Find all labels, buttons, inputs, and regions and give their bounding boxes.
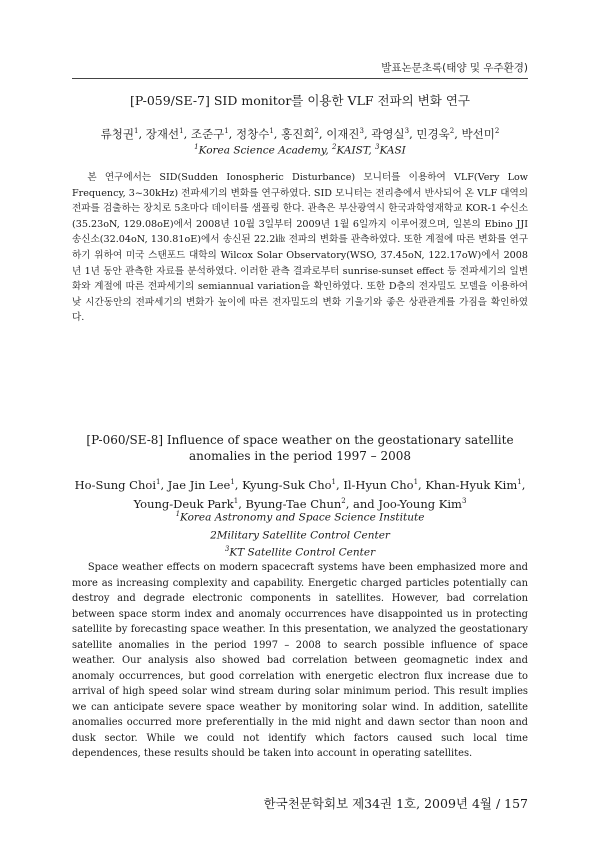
author: 장재선$^1$ <box>145 126 184 141</box>
author: 홍진희$^2$ <box>281 126 319 141</box>
author: Young-Deuk Park$^1$ <box>133 496 239 511</box>
affiliation: $^1$Korea Astronomy and Space Science Institute <box>175 510 425 524</box>
author: 정창수$^1$ <box>235 126 274 141</box>
author: Kyung-Suk Cho$^1$ <box>242 477 337 492</box>
author: Byung-Tae Chun$^2$ <box>245 496 346 511</box>
paper1-affiliations: $^1$Korea Science Academy, $^2$KAIST, $^3$KASI <box>194 143 406 157</box>
paper2-title <box>72 432 528 464</box>
author: 곽영실$^3$ <box>371 126 410 141</box>
author: 민경욱$^2$ <box>416 126 455 141</box>
author: Jae Jin Lee$^1$ <box>167 477 235 492</box>
paper2-title-line1: [P-060/SE-8] Influence of space weather on the geostationary satellite <box>86 433 514 447</box>
paper2-title-line2: anomalies in the period 1997 – 2008 <box>188 449 412 463</box>
paper2-authors-line2: Young-Deuk Park$^1$, Byung-Tae Chun$^2$, and Joo-Young Kim$^3$ <box>133 496 467 511</box>
paper2-authors <box>72 474 528 512</box>
author: 박선미$^2$ <box>461 126 500 141</box>
paper1-authors: 류청권$^1$, 장재선$^1$, 조준구$^1$, 정창수$^1$, 홍진희$^2$, 이재진$^3$, 곽영실$^3$, 민경욱$^2$, 박선미$^2$ <box>100 126 500 141</box>
section-label: 발표논문초록(태양 및 우주환경) <box>381 62 528 74</box>
page-footer: 한국천문학회보 제34권 1호, 2009년 4월 / 157 <box>263 796 528 811</box>
affiliation: $^3$KT Satellite Control Center <box>224 545 376 559</box>
paper2-affiliations <box>72 507 528 560</box>
paper2-abstract: Space weather effects on modern spacecraft systems have been emphasized more and more as increasing complexity and capability. Energetic charged particles potentially can destroy and degrade electronic components in satellites. However, bad correlation between space storm index and anomaly occurrences have disappointed us in protecting satellite by forecasting space weather. In this presentation, we analyzed the geostationary satellite anomalies in the period 1997 – 2008 to search possible influence of space weather. Our analysis also showed bad correlation between geomagnetic index and anomaly occurrences, but good correlation with energetic electron flux increase due to arrival of high speed solar wind stream during solar minimum period. This result implies we can anticipate severe space weather by monitoring solar wind. In addition, satellite anomalies occurred more preferentially in the mid night and dawn sector than noon and dusk sector. While we could not identify which factors caused such local time dependences, these results should be taken into account in operating satellites. <box>72 562 528 759</box>
author: Joo-Young Kim$^3$ <box>378 496 467 511</box>
paper1-abstract: 본 연구에서는 SID(Sudden Ionospheric Disturbance) 모니터를 이용하여 VLF(Very Low Frequency, 3~30kHz) 전파세기의 변화를 연구하였다. SID 모니터는 전리층에서 반사되어 온 VLF 대역의 전파를 검출하는 장치로 5초마다 데이터를 샘플링 한다. 관측은 부산광역시 한국과학영재학교 KOR-1 수신소(35.23oN, 129.08oE)에서 2008년 10월 3일부터 2009년 1월 6일까지 이루어졌으며, 일본의 Ebino JJI 송신소(32.04oN, 130.81oE)에서 송신된 22.2㎑ 전파의 변화를 관측하였다. 또한 계절에 따른 변화를 연구하기 위하여 미국 스탠포드 대학의 Wilcox Solar Observatory(WSO, 37.45oN, 122.17oW)에서 2008년 1년 동안 관측한 자료를 분석하였다. 이러한 관측 결과로부터 sunrise-sunset effect 등 전파세기의 일변화와 계절에 따른 전파세기의 semiannual variation을 확인하였다. 또한 D층의 전자밀도 모델을 이용하여 낮 시간동안의 전파세기의 변화가 높이에 따른 전자밀도의 변화 기울기와 좋은 상관관계를 가짐을 확인하였다. <box>72 172 528 324</box>
author: 조준구$^1$ <box>190 126 229 141</box>
author: 이재진$^3$ <box>326 126 364 141</box>
author: Il-Hyun Cho$^1$ <box>343 477 419 492</box>
author-conjunction: and <box>353 496 375 511</box>
author: 류청권$^1$ <box>100 126 139 141</box>
author: Khan-Hyuk Kim$^1$ <box>425 477 522 492</box>
header-divider <box>72 78 528 79</box>
paper2-authors-line1: Ho-Sung Choi$^1$, Jae Jin Lee$^1$, Kyung-Suk Cho$^1$, Il-Hyun Cho$^1$, Khan-Hyuk Kim$^1$, <box>74 477 526 492</box>
paper1-title: [P-059/SE-7] SID monitor를 이용한 VLF 전파의 변화 연구 <box>130 93 470 108</box>
affiliation: 2Military Satellite Control Center <box>210 529 390 541</box>
author: Ho-Sung Choi$^1$ <box>74 477 161 492</box>
